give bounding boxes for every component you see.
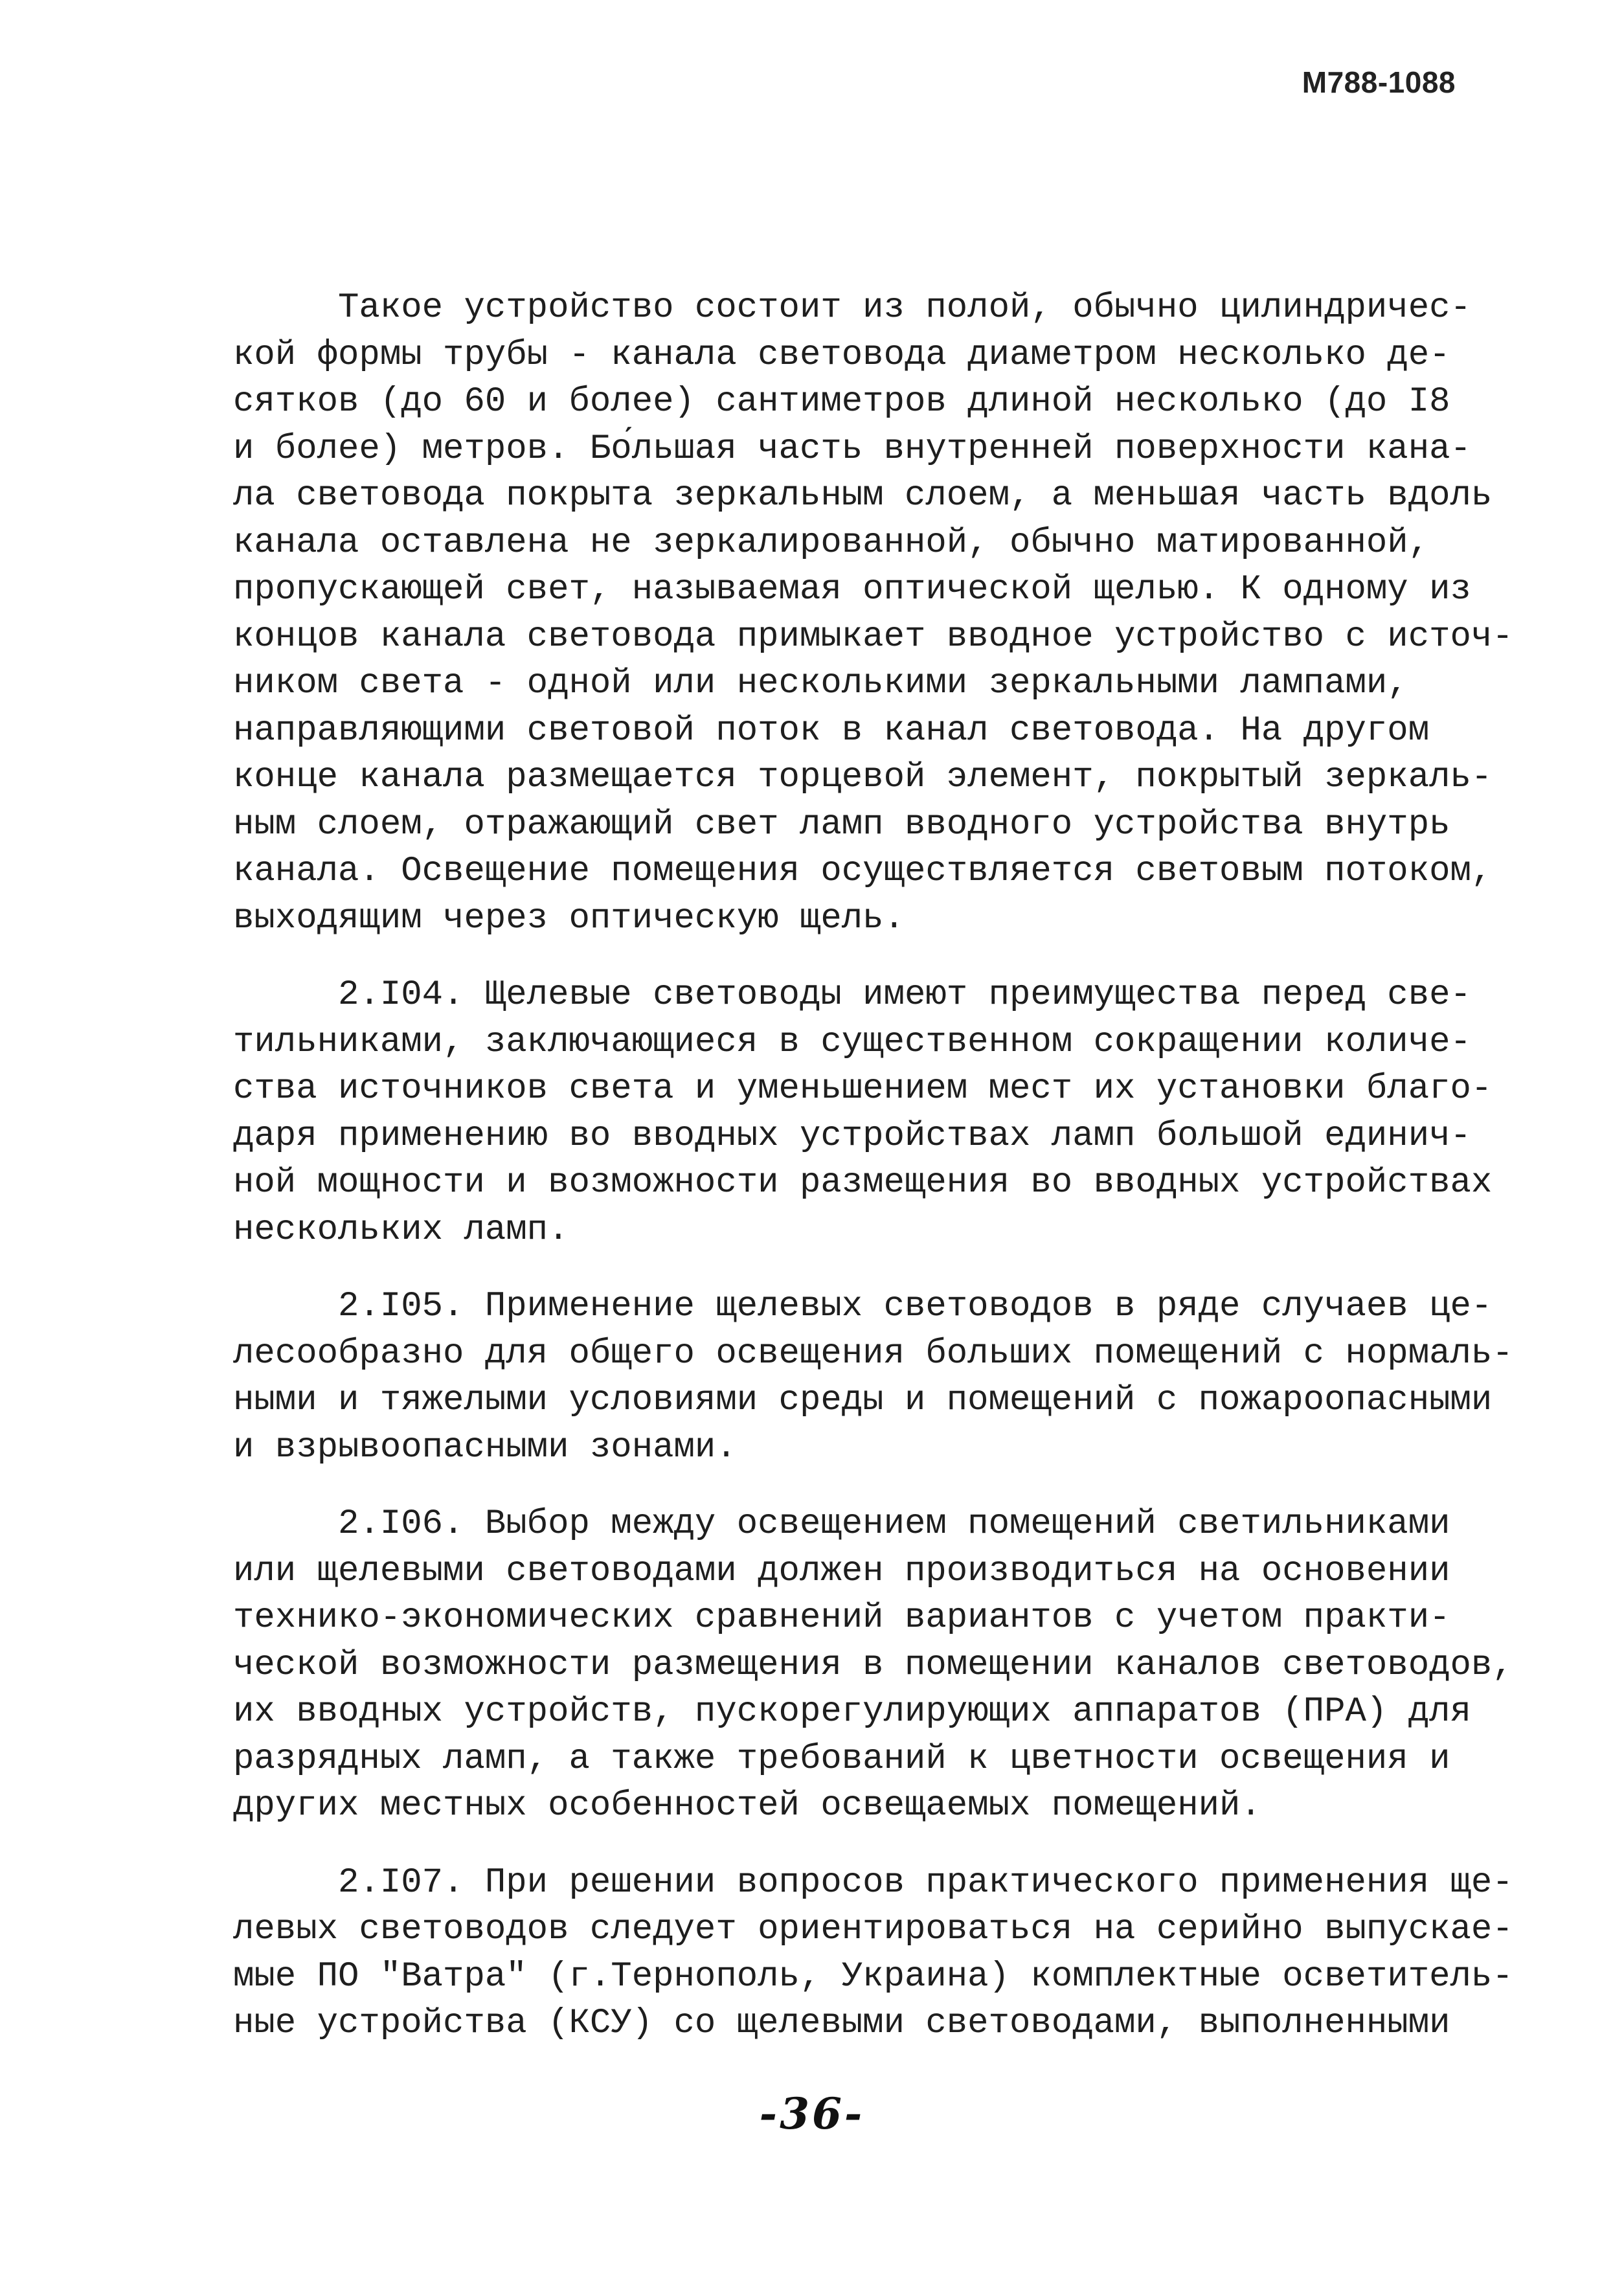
text-line: левых световодов следует ориентироваться на серийно выпускае- (233, 1910, 1513, 1949)
text-line: ные устройства (КСУ) со щелевыми световодами, выполненными (233, 2004, 1450, 2043)
text-line: ла световода покрыта зеркальным слоем, а меньшая часть вдоль (233, 476, 1493, 515)
text-line: других местных особенностей освещаемых помещений. (233, 1786, 1261, 1826)
paragraph (233, 1283, 1513, 1471)
text-line: концов канала световода примыкает вводное устройство с источ- (233, 616, 1513, 657)
text-line: ными и тяжелыми условиями среды и помещений с пожароопасными (233, 1381, 1493, 1420)
text-line: даря применению во вводных устройствах ламп большой единич- (233, 1116, 1471, 1156)
text-line: технико-экономических сравнений вариантов с учетом практи- (233, 1598, 1450, 1638)
text-line: 2.I04. Щелевые световоды имеют преимущества перед све- (233, 975, 1471, 1015)
paragraph (233, 285, 1513, 942)
text-line: конце канала размещается торцевой элемент, покрытый зеркаль- (233, 758, 1493, 797)
text-line: выходящим через оптическую щель. (233, 898, 905, 938)
paragraph-gap (233, 1254, 1450, 1283)
text-line: лесообразно для общего освещения больших помещений с нормаль- (233, 1333, 1513, 1374)
paragraph-gap (233, 1471, 1450, 1501)
text-line: мые ПО "Ватра" (г.Тернополь, Украина) комплектные осветитель- (233, 1956, 1513, 1996)
text-line: ником света - одной или несколькими зеркальными лампами, (233, 664, 1408, 703)
document-body (233, 285, 1513, 2048)
text-line: 2.I05. Применение щелевых световодов в ряде случаев це- (233, 1287, 1493, 1326)
paragraph (233, 972, 1493, 1254)
text-line: и более) метров. Бо́льшая часть внутренней поверхности кана- (233, 429, 1471, 469)
text-line: сятков (до 60 и более) сантиметров длиной несколько (до I8 (233, 382, 1450, 422)
paragraph (233, 1501, 1513, 1830)
text-line: канала оставлена не зеркалированной, обычно матированной, (233, 523, 1430, 563)
page-number: -36- (759, 2088, 865, 2139)
text-line: канала. Освещение помещения осуществляется световым потоком, (233, 852, 1493, 891)
text-line: тильниками, заключающиеся в существенном сокращении количе- (233, 1022, 1471, 1062)
text-line: 2.I06. Выбор между освещением помещений светильниками (233, 1504, 1450, 1544)
document-code: M788-1088 (1302, 65, 1456, 99)
text-line: нескольких ламп. (233, 1210, 569, 1250)
text-line: Такое устройство состоит из полой, обычно цилиндричес- (233, 288, 1471, 328)
text-line: 2.I07. При решении вопросов практического применения ще- (233, 1862, 1513, 1903)
paragraph-gap (233, 942, 1450, 972)
text-line: разрядных ламп, а также требований к цветности освещения и (233, 1739, 1450, 1779)
text-line: ческой возможности размещения в помещении каналов световодов, (233, 1645, 1513, 1685)
text-line: кой формы трубы - канала световода диаметром несколько де- (233, 335, 1450, 375)
text-line: ства источников света и уменьшением мест их установки благо- (233, 1069, 1493, 1109)
text-line: ной мощности и возможности размещения во вводных устройствах (233, 1163, 1493, 1203)
text-line: ным слоем, отражающий свет ламп вводного устройства внутрь (233, 804, 1450, 844)
paragraph-gap (233, 1830, 1450, 1860)
text-line: направляющими световой поток в канал световода. На другом (233, 710, 1430, 751)
text-line: или щелевыми световодами должен производиться на основении (233, 1551, 1450, 1591)
paragraph (233, 1860, 1513, 2048)
text-line: их вводных устройств, пускорегулирующих аппаратов (ПРА) для (233, 1692, 1471, 1732)
text-line: и взрывоопасными зонами. (233, 1427, 737, 1467)
text-line: пропускающей свет, называемая оптической щелью. К одному из (233, 570, 1471, 609)
